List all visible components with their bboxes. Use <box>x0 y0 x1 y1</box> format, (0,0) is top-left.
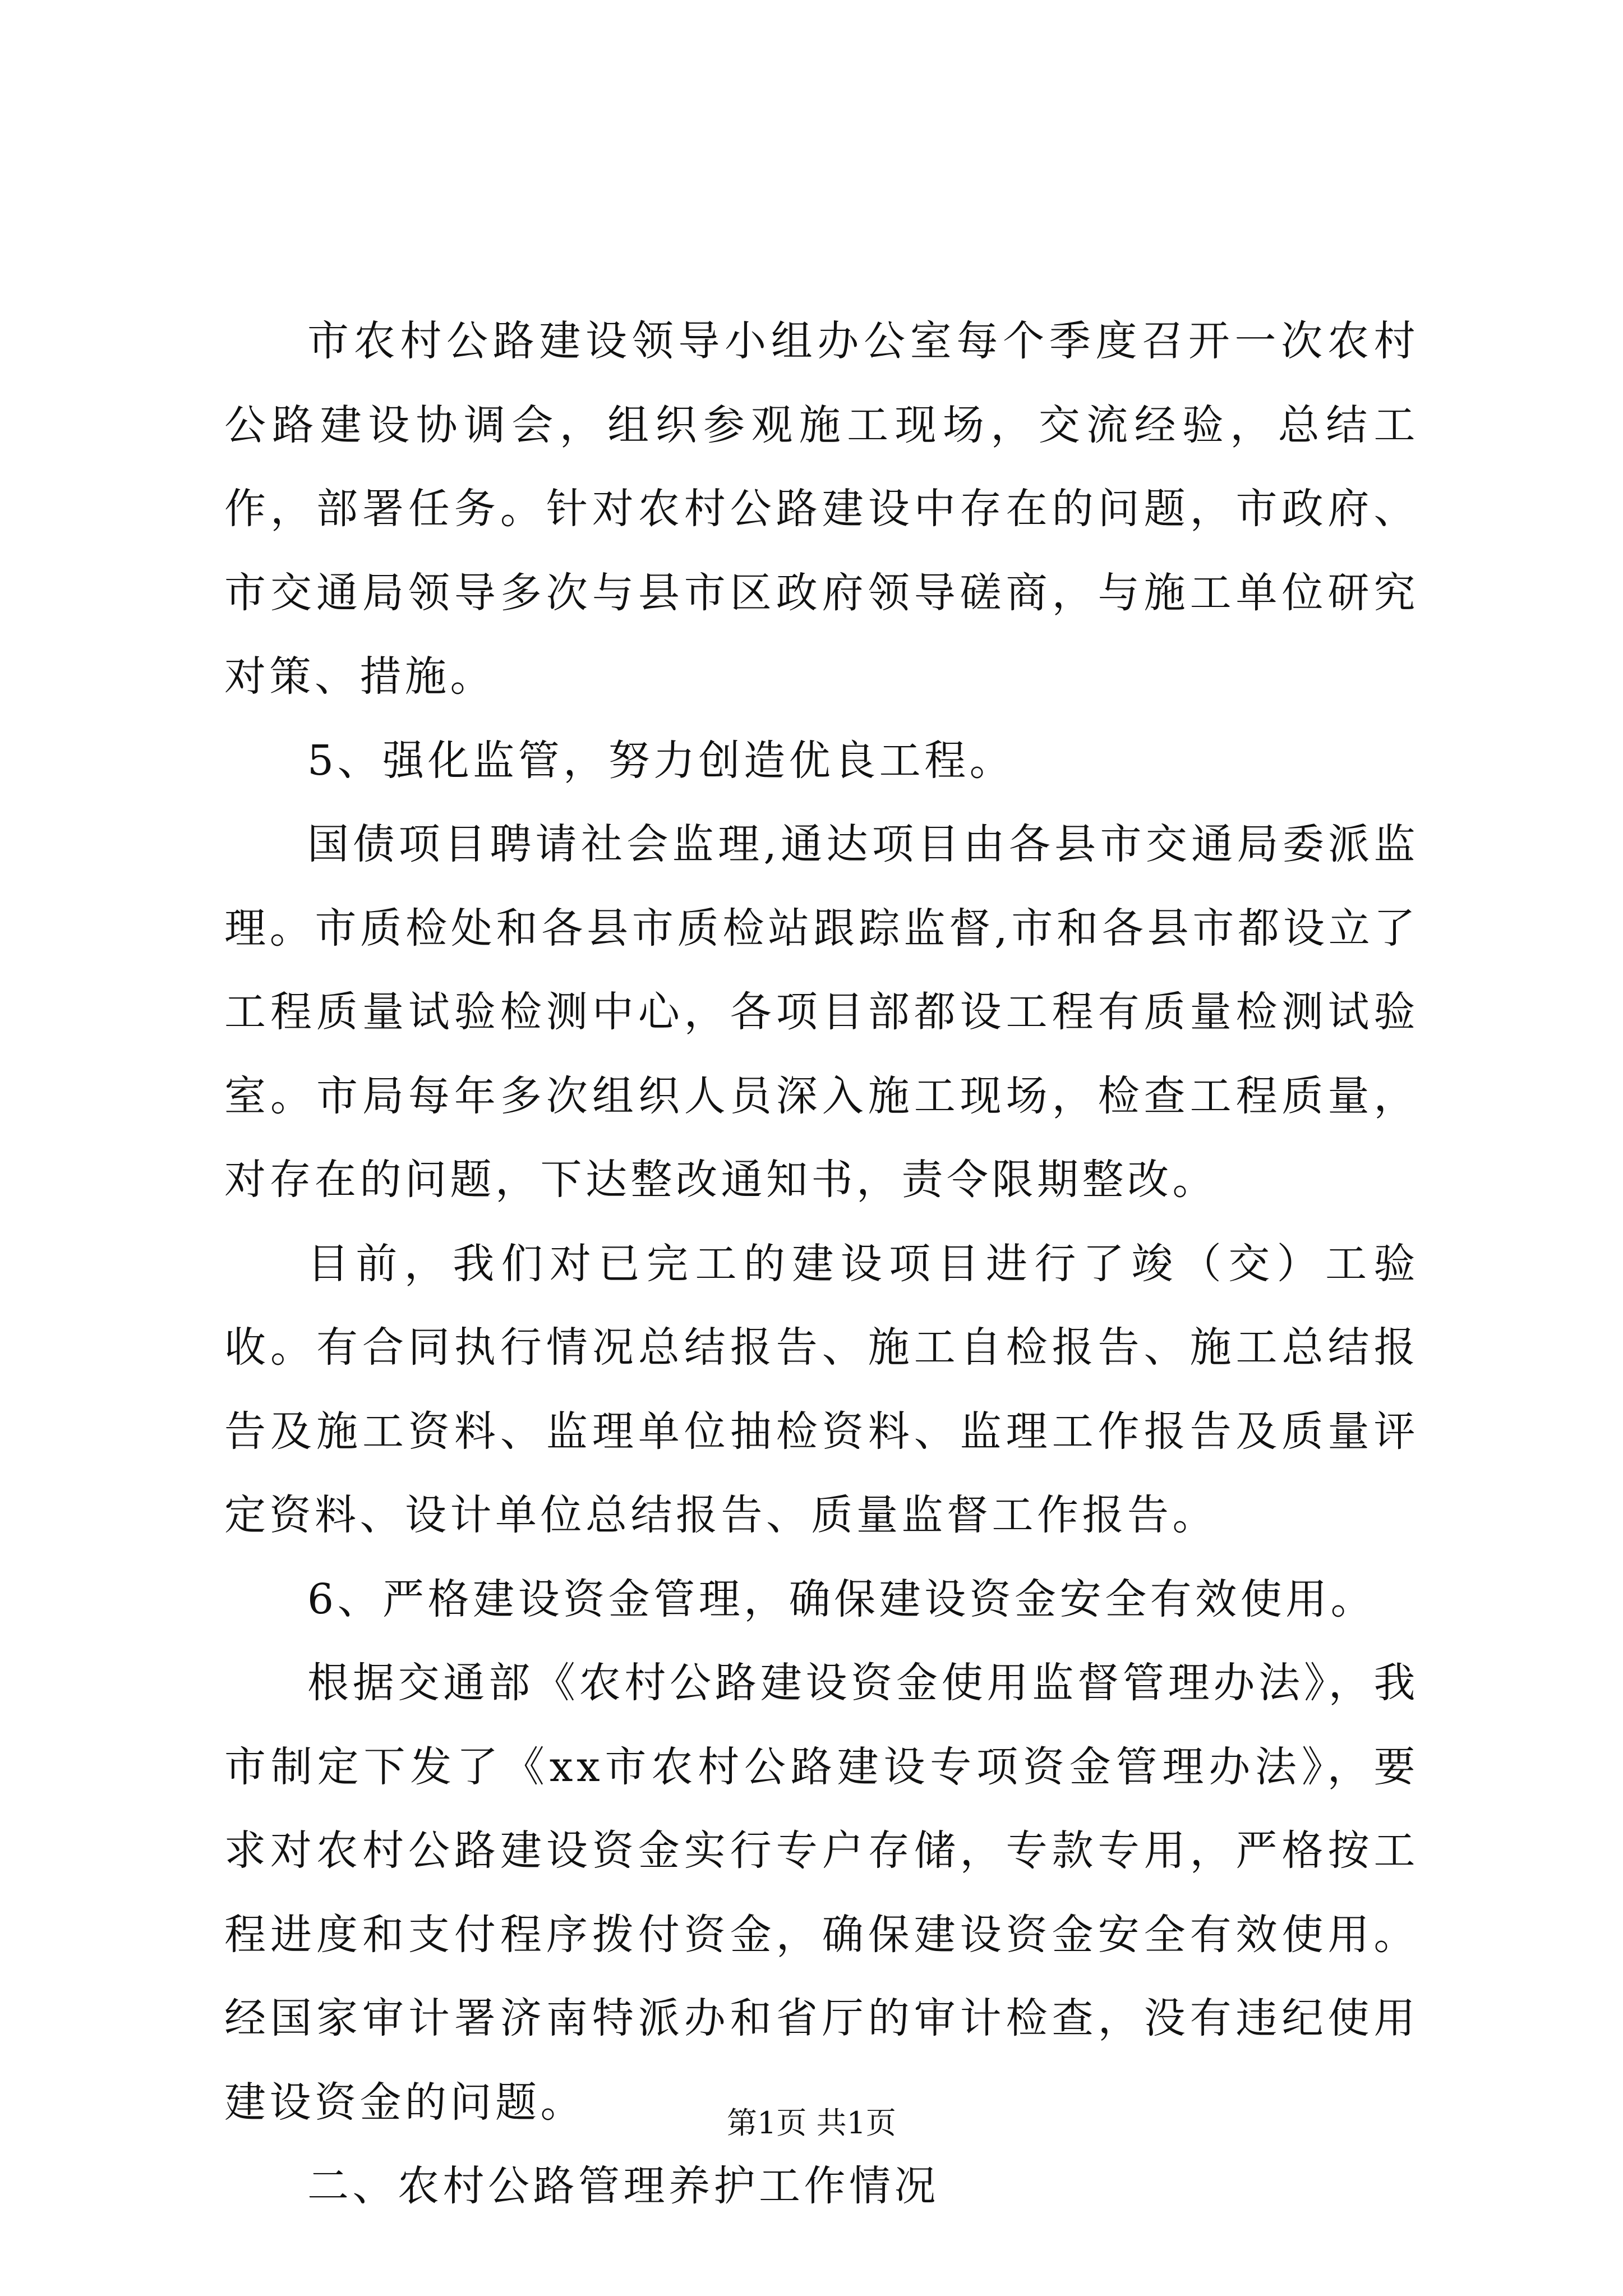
heading-section-two-maintenance: 二、农村公路管理养护工作情况 <box>307 2162 939 2210</box>
document-body <box>224 300 1419 2229</box>
paragraph-completion-acceptance: 目前，我们对已完工的建设项目进行了竣（交）工验收。有合同执行情况总结报告、施工自检报告、施工总结报告及施工资料、监理单位抽检资料、监理工作报告及质量评定资料、设计单位总结报告、质量监督工作报告。 <box>224 1239 1419 1539</box>
paragraph-fund-regulations: 根据交通部《农村公路建设资金使用监督管理办法》，我市制定下发了《xx市农村公路建设专项资金管理办法》，要求对农村公路建设资金实行专户存储，专款专用，严格按工程进度和支付程序拨付资金，确保建设资金安全有效使用。经国家审计署济南特派办和省厅的审计检查，没有违纪使用建设资金的问题。 <box>224 1659 1419 2127</box>
heading-fund-management: 6、严格建设资金管理，确保建设资金安全有效使用。 <box>307 1575 1376 1623</box>
paragraph-coordination-meetings: 市农村公路建设领导小组办公室每个季度召开一次农村公路建设协调会，组织参观施工现场，交流经验，总结工作，部署任务。针对农村公路建设中存在的问题，市政府、市交通局领导多次与县市区政府领导磋商，与施工单位研究对策、措施。 <box>224 317 1419 701</box>
heading-strengthen-supervision: 5、强化监管，努力创造优良工程。 <box>307 736 1015 785</box>
page-footer: 第1页 共1页 <box>727 2105 896 2141</box>
paragraph-project-supervision: 国债项目聘请社会监理,通达项目由各县市交通局委派监理。市质检处和各县市质检站跟踪监督,市和各县市都设立了工程质量试验检测中心，各项目部都设工程有质量检测试验室。市局每年多次组织人员深入施工现场，检查工程质量，对存在的问题，下达整改通知书，责令限期整改。 <box>224 820 1419 1204</box>
